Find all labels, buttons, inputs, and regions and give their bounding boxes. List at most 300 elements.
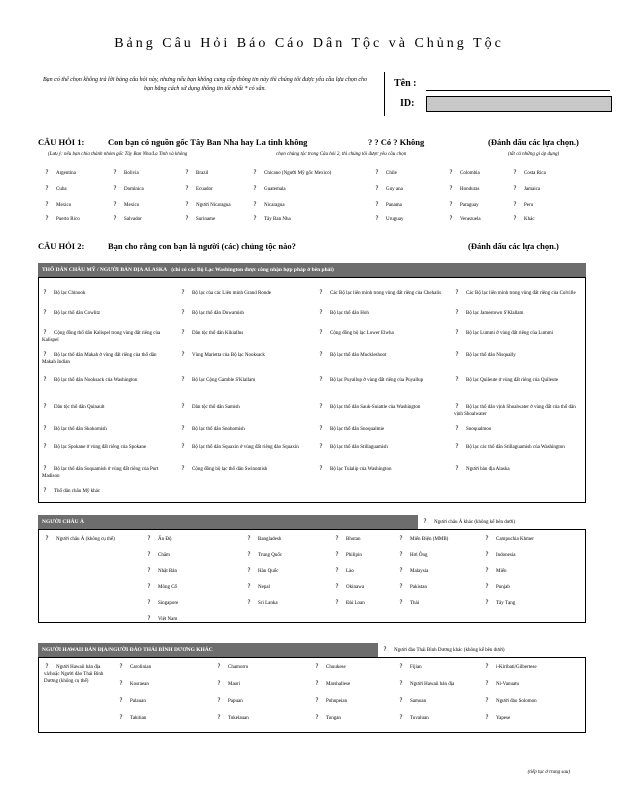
option-label: Dân tộc thổ dân Quinault — [54, 405, 105, 410]
checkbox-icon[interactable]: ? — [375, 215, 379, 222]
checkbox-icon[interactable]: ? — [113, 215, 117, 222]
checkbox-icon[interactable]: ? — [335, 583, 339, 590]
checkbox-icon[interactable]: ? — [513, 169, 517, 176]
checkbox-icon[interactable]: ? — [43, 376, 47, 383]
asian-option[interactable] — [484, 536, 568, 543]
asian-other-option[interactable]: ? Người châu Á khác (không kể bên dưới) — [423, 518, 516, 525]
checkbox-icon[interactable]: ? — [513, 215, 517, 222]
checkbox-icon[interactable]: ? — [147, 615, 151, 622]
q1-option[interactable] — [252, 216, 370, 223]
option-label: Hàn Quốc — [258, 569, 279, 574]
checkbox-icon[interactable]: ? — [119, 663, 123, 670]
checkbox-icon[interactable]: ? — [513, 185, 517, 192]
checkbox-icon[interactable]: ? — [247, 535, 251, 542]
option-label: Mexico — [56, 203, 72, 208]
checkbox-icon[interactable]: ? — [455, 309, 459, 316]
asian-option[interactable] — [484, 568, 568, 575]
option-label: Nepal — [258, 585, 270, 590]
asian-option[interactable] — [246, 584, 330, 591]
native-option[interactable] — [42, 426, 170, 433]
asian-unspecified-option[interactable]: ? Người châu Á (không cụ thể) — [45, 535, 115, 542]
native-option[interactable] — [180, 290, 308, 297]
hawaii-option[interactable] — [484, 715, 578, 722]
asian-option[interactable] — [484, 584, 568, 591]
checkbox-icon[interactable]: ? — [449, 215, 453, 222]
hawaii-header: NGƯỜI HAWAII BẢN ĐỊA/NGƯỜI ĐẢO THÁI BÌNH DƯƠNG KHÁC — [38, 643, 378, 657]
native-option[interactable] — [180, 444, 308, 451]
asian-option[interactable] — [398, 552, 482, 559]
asian-option[interactable] — [146, 616, 230, 623]
q1-option[interactable] — [252, 170, 370, 177]
q1-option[interactable] — [374, 170, 440, 177]
q1-option[interactable] — [512, 186, 578, 193]
q1-option[interactable] — [44, 170, 110, 177]
checkbox-icon[interactable]: ? — [181, 403, 185, 410]
native-option[interactable] — [42, 352, 170, 366]
name-field[interactable] — [426, 90, 610, 91]
option-label: Suriname — [196, 217, 216, 222]
option-label: Bộ lạc thổ dân Sauk-Suiattle của Washington — [330, 405, 421, 410]
checkbox-icon[interactable]: ? — [399, 583, 403, 590]
hawaii-option[interactable] — [216, 715, 310, 722]
hawaii-option[interactable] — [118, 698, 212, 705]
option-label: Tuvaluan — [410, 716, 429, 721]
checkbox-icon[interactable]: ? — [485, 680, 489, 687]
checkbox-icon[interactable]: ? — [455, 289, 459, 296]
native-option[interactable] — [42, 377, 170, 384]
hawaii-unspecified-option[interactable]: ? Người Hawaii bản địa và/hoặc Người đảo Thái Bình Dương (không cụ thể) — [44, 663, 104, 684]
q1-choices[interactable]: ? ? Có ? Không — [368, 137, 425, 147]
hawaii-option[interactable] — [398, 715, 492, 722]
native-option[interactable] — [318, 444, 446, 451]
native-option[interactable] — [454, 352, 582, 359]
checkbox-icon[interactable]: ? — [455, 329, 459, 336]
checkbox-icon[interactable]: ? — [319, 425, 323, 432]
option-label: Peru — [524, 203, 534, 208]
checkbox-icon[interactable]: ? — [119, 680, 123, 687]
option-label: Maori — [228, 682, 241, 687]
option-label: Bộ lạc thổ dân vịnh Shoalwater ở vùng đất của thổ dân vịnh Shoalwater — [454, 405, 576, 417]
checkbox-icon[interactable]: ? — [399, 567, 403, 574]
checkbox-icon[interactable]: ? — [119, 697, 123, 704]
native-option[interactable] — [42, 466, 170, 480]
native-option[interactable] — [180, 352, 308, 359]
checkbox-icon[interactable]: ? — [247, 567, 251, 574]
checkbox-icon[interactable]: ? — [455, 465, 459, 472]
checkbox-icon[interactable]: ? — [43, 351, 47, 358]
native-option[interactable] — [180, 426, 308, 433]
native-option[interactable] — [454, 377, 582, 384]
asian-option[interactable] — [484, 552, 568, 559]
option-label: Bộ lạc Tulalip của Washington — [330, 467, 392, 472]
native-option[interactable] — [454, 404, 582, 418]
option-label: Chamorro — [228, 665, 249, 670]
checkbox-icon[interactable]: ? — [217, 697, 221, 704]
hawaii-option[interactable] — [484, 681, 578, 688]
option-label: Tây Tạng — [496, 601, 516, 606]
q1-option[interactable] — [112, 202, 178, 209]
checkbox-icon[interactable]: ? — [147, 567, 151, 574]
checkbox-icon[interactable]: ? — [43, 403, 47, 410]
q1-option[interactable] — [374, 216, 440, 223]
native-option[interactable] — [454, 426, 582, 433]
checkbox-icon[interactable]: ? — [181, 443, 185, 450]
hawaii-option[interactable] — [216, 681, 310, 688]
id-field[interactable] — [426, 96, 612, 112]
option-label: Jamaica — [524, 187, 541, 192]
checkbox-icon[interactable]: ? — [335, 599, 339, 606]
asian-header: NGƯỜI CHÂU Á — [38, 515, 418, 529]
checkbox-icon[interactable]: ? — [43, 289, 47, 296]
q2-text: Bạn cho rằng con bạn là người (các) chủng tộc nào? — [108, 241, 296, 251]
asian-option[interactable] — [246, 552, 330, 559]
checkbox-icon[interactable]: ? — [45, 185, 49, 192]
checkbox-icon[interactable]: ? — [185, 201, 189, 208]
option-label: Argentina — [56, 171, 76, 176]
native-option[interactable] — [318, 377, 446, 384]
asian-option[interactable] — [146, 568, 230, 575]
q1-option[interactable] — [512, 170, 578, 177]
checkbox-icon[interactable]: ? — [247, 551, 251, 558]
asian-option[interactable] — [398, 536, 482, 543]
asian-option[interactable] — [398, 584, 482, 591]
native-option[interactable] — [454, 466, 582, 473]
checkbox-icon[interactable]: ? — [399, 599, 403, 606]
checkbox-icon[interactable]: ? — [45, 215, 49, 222]
checkbox-icon[interactable]: ? — [315, 714, 319, 721]
asian-option[interactable] — [146, 584, 230, 591]
name-label: Tên : — [394, 78, 417, 89]
checkbox-icon[interactable]: ? — [147, 535, 151, 542]
checkbox-icon[interactable]: ? — [113, 169, 117, 176]
native-option[interactable] — [318, 352, 446, 359]
checkbox-icon[interactable]: ? — [485, 697, 489, 704]
hawaii-option[interactable] — [484, 664, 578, 671]
checkbox-icon[interactable]: ? — [185, 169, 189, 176]
checkbox-icon[interactable]: ? — [399, 663, 403, 670]
option-label: Thổ dân châu Mỹ khác — [54, 489, 101, 494]
asian-panel — [38, 529, 586, 623]
checkbox-icon[interactable]: ? — [399, 680, 403, 687]
checkbox-icon[interactable]: ? — [147, 551, 151, 558]
native-option[interactable] — [42, 330, 170, 344]
hawaii-option[interactable] — [118, 681, 212, 688]
hawaii-option[interactable] — [484, 698, 578, 705]
option-label: Puerto Rico — [56, 217, 80, 222]
checkbox-icon[interactable]: ? — [335, 567, 339, 574]
checkbox-icon[interactable]: ? — [455, 403, 459, 410]
q1-option[interactable] — [252, 202, 370, 209]
option-label: Dominica — [124, 187, 144, 192]
q1-text: Con bạn có nguồn gốc Tây Ban Nha hay La tinh không — [108, 137, 308, 147]
q1-option[interactable] — [184, 202, 250, 209]
checkbox-icon[interactable]: ? — [181, 289, 185, 296]
checkbox-icon[interactable]: ? — [315, 680, 319, 687]
option-label: Nicaragua — [264, 203, 285, 208]
hawaii-option[interactable] — [314, 715, 408, 722]
checkbox-icon[interactable]: ? — [43, 309, 47, 316]
q1-option[interactable] — [448, 186, 514, 193]
option-label: Bộ lạc Spokane ở vùng đất riêng của Spokane — [54, 445, 147, 450]
option-label: Thái — [410, 601, 420, 606]
asian-option[interactable] — [246, 600, 330, 607]
q1-option[interactable] — [512, 202, 578, 209]
hawaii-option[interactable] — [314, 681, 408, 688]
native-option[interactable] — [180, 377, 308, 384]
hawaii-option[interactable] — [314, 664, 408, 671]
checkbox-icon[interactable]: ? — [217, 663, 221, 670]
option-label: Trung Quốc — [258, 553, 283, 558]
option-label: Costa Rica — [524, 171, 546, 176]
native-option[interactable] — [318, 310, 446, 317]
checkbox-icon[interactable]: ? — [485, 663, 489, 670]
checkbox-icon[interactable]: ? — [455, 443, 459, 450]
asian-option[interactable] — [398, 568, 482, 575]
option-label: Hơi Ông — [410, 553, 428, 558]
checkbox-icon[interactable]: ? — [43, 465, 47, 472]
native-option[interactable] — [42, 444, 170, 451]
option-label: Marshallese — [326, 682, 351, 687]
checkbox-icon[interactable]: ? — [315, 663, 319, 670]
checkbox-icon[interactable]: ? — [399, 535, 403, 542]
checkbox-icon[interactable]: ? — [375, 185, 379, 192]
native-header: THỔ DÂN CHÂU MỸ / NGƯỜI BẢN ĐỊA ALASKA (chỉ có các Bộ Lạc Washington được công nhận hợp pháp ở bên phải) — [38, 263, 586, 277]
checkbox-icon[interactable]: ? — [119, 714, 123, 721]
q1-option[interactable] — [448, 216, 514, 223]
checkbox-icon[interactable]: ? — [375, 169, 379, 176]
checkbox-icon[interactable]: ? — [247, 583, 251, 590]
checkbox-icon[interactable]: ? — [319, 351, 323, 358]
option-label: Vùng Marietta của Bộ lạc Nooksack — [192, 353, 265, 358]
checkbox-icon[interactable]: ? — [45, 169, 49, 176]
checkbox-icon[interactable]: ? — [43, 425, 47, 432]
checkbox-icon[interactable]: ? — [485, 567, 489, 574]
native-option[interactable] — [454, 290, 582, 297]
option-label: Cộng đồng thổ dân Kalispel trong vùng đất riêng của Kalispel — [42, 331, 161, 343]
option-label: Chicano (Người Mỹ gốc Mexico) — [264, 171, 332, 176]
hawaii-option[interactable] — [118, 715, 212, 722]
checkbox-icon[interactable]: ? — [485, 714, 489, 721]
native-option[interactable] — [42, 488, 170, 495]
q1-option[interactable] — [44, 186, 110, 193]
option-label: Papuan — [228, 699, 243, 704]
q2-instruction: (Đánh dấu các lựa chọn.) — [468, 241, 559, 251]
checkbox-icon[interactable]: ? — [319, 443, 323, 450]
checkbox-icon[interactable]: ? — [455, 351, 459, 358]
checkbox-icon[interactable]: ? — [185, 185, 189, 192]
option-label: Bộ lạc thổ dân Nooksack của Washington — [54, 378, 138, 383]
native-option[interactable] — [318, 330, 446, 337]
option-label: Người bản địa Alaska — [466, 467, 510, 472]
checkbox-icon[interactable]: ? — [449, 185, 453, 192]
option-label: Tongan — [326, 716, 341, 721]
option-label: Yapese — [496, 716, 511, 721]
checkbox-icon[interactable]: ? — [181, 376, 185, 383]
checkbox-icon[interactable]: ? — [485, 599, 489, 606]
asian-option[interactable] — [246, 536, 330, 543]
option-label: Fijian — [410, 665, 422, 670]
q1-option[interactable] — [184, 170, 250, 177]
native-option[interactable] — [180, 466, 308, 473]
checkbox-icon[interactable]: ? — [335, 535, 339, 542]
q1-option[interactable] — [112, 170, 178, 177]
option-label: Dân tộc thổ dân Kikiallus — [192, 331, 244, 336]
option-label: Chuukese — [326, 665, 346, 670]
native-option[interactable] — [318, 404, 446, 411]
checkbox-icon[interactable]: ? — [181, 425, 185, 432]
q1-option[interactable] — [374, 202, 440, 209]
checkbox-icon[interactable]: ? — [485, 583, 489, 590]
option-label: Chăm — [158, 553, 170, 558]
checkbox-icon[interactable]: ? — [253, 169, 257, 176]
checkbox-icon[interactable]: ? — [45, 201, 49, 208]
native-option[interactable] — [454, 310, 582, 317]
option-label: Nhật Bản — [158, 569, 178, 574]
option-label: Ấn Độ — [158, 537, 172, 542]
checkbox-icon[interactable]: ? — [185, 215, 189, 222]
native-option[interactable] — [42, 310, 170, 317]
checkbox-icon[interactable]: ? — [43, 443, 47, 450]
native-option[interactable] — [42, 290, 170, 297]
checkbox-icon[interactable]: ? — [399, 697, 403, 704]
option-label: Bộ lạc thổ dân Squaxin ở vùng đất riêng đảo Squaxin — [192, 445, 299, 450]
checkbox-icon[interactable]: ? — [485, 551, 489, 558]
native-header-note: (chỉ có các Bộ Lạc Washington được công nhận hợp pháp ở bên phải) — [171, 267, 334, 273]
checkbox-icon[interactable]: ? — [113, 201, 117, 208]
native-option[interactable] — [454, 330, 582, 337]
hawaii-option[interactable] — [398, 664, 492, 671]
q1-option[interactable] — [184, 216, 250, 223]
q1-option[interactable] — [374, 186, 440, 193]
hawaii-other-option[interactable]: ? Người đảo Thái Bình Dương khác (không kể bên dưới) — [383, 646, 505, 653]
checkbox-icon[interactable]: ? — [253, 185, 257, 192]
native-option[interactable] — [454, 444, 582, 451]
checkbox-icon[interactable]: ? — [43, 329, 47, 336]
q1-option[interactable] — [184, 186, 250, 193]
option-label: Panama — [386, 203, 402, 208]
q1-option[interactable] — [252, 186, 370, 193]
option-label: Bộ lạc thổ dân Hoh — [330, 311, 369, 316]
native-option[interactable] — [318, 466, 446, 473]
checkbox-icon[interactable]: ? — [399, 714, 403, 721]
checkbox-icon[interactable]: ? — [253, 215, 257, 222]
asian-option[interactable] — [146, 600, 230, 607]
option-label: Malaysia — [410, 569, 429, 574]
option-label: Honduras — [460, 187, 480, 192]
hawaii-option[interactable] — [216, 664, 310, 671]
checkbox-icon[interactable]: ? — [449, 169, 453, 176]
checkbox-icon[interactable]: ? — [319, 403, 323, 410]
option-label: Guatemala — [264, 187, 286, 192]
option-label: Bộ lạc thổ dân Stillaguamish — [330, 445, 388, 450]
checkbox-icon[interactable]: ? — [181, 465, 185, 472]
checkbox-icon[interactable]: ? — [217, 680, 221, 687]
checkbox-icon[interactable]: ? — [319, 465, 323, 472]
native-option[interactable] — [318, 290, 446, 297]
checkbox-icon[interactable]: ? — [319, 329, 323, 336]
hawaii-option[interactable] — [398, 681, 492, 688]
checkbox-icon[interactable]: ? — [335, 551, 339, 558]
option-label: Bộ lạc Puyallup ở vùng đất riêng của Puyallup — [330, 378, 424, 383]
checkbox-icon[interactable]: ? — [485, 535, 489, 542]
checkbox-icon[interactable]: ? — [513, 201, 517, 208]
option-label: Paraguay — [460, 203, 479, 208]
checkbox-icon[interactable]: ? — [399, 551, 403, 558]
q1-option[interactable] — [112, 216, 178, 223]
native-option[interactable] — [42, 404, 170, 411]
q1-option[interactable] — [44, 202, 110, 209]
hawaii-option[interactable] — [118, 664, 212, 671]
option-label: Okinawa — [346, 585, 365, 590]
checkbox-icon[interactable]: ? — [247, 599, 251, 606]
option-label: Người Nicaragua — [196, 203, 231, 208]
checkbox-icon[interactable]: ? — [375, 201, 379, 208]
option-label: Snoqualmoo — [466, 427, 492, 432]
checkbox-icon[interactable]: ? — [319, 309, 323, 316]
option-label: Bộ lạc thổ dân Nisqually — [466, 353, 516, 358]
checkbox-icon[interactable]: ? — [319, 289, 323, 296]
q1-note-right: (tất cả những gì áp dụng) — [508, 152, 560, 157]
asian-option[interactable] — [146, 536, 230, 543]
q1-label: CÂU HỎI 1: — [38, 137, 85, 147]
option-label: Chile — [386, 171, 397, 176]
option-label: Palauan — [130, 699, 146, 704]
checkbox-icon[interactable]: ? — [217, 714, 221, 721]
option-label: Bộ lạc thổ dân Cowlitz — [54, 311, 101, 316]
checkbox-icon[interactable]: ? — [315, 697, 319, 704]
hawaii-option[interactable] — [314, 698, 408, 705]
option-label: Bhutan — [346, 537, 361, 542]
native-option[interactable] — [180, 330, 308, 337]
checkbox-icon[interactable]: ? — [43, 487, 47, 494]
q1-option[interactable] — [448, 202, 514, 209]
checkbox-icon[interactable]: ? — [147, 599, 151, 606]
checkbox-icon[interactable]: ? — [147, 583, 151, 590]
option-label: Brazil — [196, 171, 209, 176]
native-option[interactable] — [318, 426, 446, 433]
checkbox-icon[interactable]: ? — [253, 201, 257, 208]
asian-option[interactable] — [146, 552, 230, 559]
option-label: Các Bộ lạc liên minh trong vùng đất riêng của Colville — [466, 291, 576, 296]
checkbox-icon[interactable]: ? — [181, 351, 185, 358]
checkbox-icon[interactable]: ? — [455, 425, 459, 432]
asian-option[interactable] — [484, 600, 568, 607]
checkbox-icon[interactable]: ? — [319, 376, 323, 383]
asian-option[interactable] — [246, 568, 330, 575]
q1-option[interactable] — [112, 186, 178, 193]
native-option[interactable] — [180, 404, 308, 411]
checkbox-icon[interactable]: ? — [181, 329, 185, 336]
option-label: Kosraean — [130, 682, 149, 687]
q1-option[interactable] — [512, 216, 578, 223]
checkbox-icon[interactable]: ? — [181, 309, 185, 316]
option-label: Bộ lạc thổ dân Makah ở vùng đất riêng của thổ dân Makah Indian — [42, 353, 157, 365]
option-label: Bộ lạc thổ dân Snohomish — [192, 427, 245, 432]
q1-option[interactable] — [448, 170, 514, 177]
checkbox-icon[interactable]: ? — [449, 201, 453, 208]
q1-option[interactable] — [44, 216, 110, 223]
checkbox-icon[interactable]: ? — [455, 376, 459, 383]
option-label: Mông Cổ — [158, 585, 178, 590]
hawaii-option[interactable] — [216, 698, 310, 705]
option-label: Venezuela — [460, 217, 481, 222]
asian-option[interactable] — [398, 600, 482, 607]
option-label: Bộ lạc các thổ dân Stillaguamish của Washington — [466, 445, 565, 450]
option-label: Indonesia — [496, 553, 516, 558]
hawaii-option[interactable] — [398, 698, 492, 705]
native-option[interactable] — [180, 310, 308, 317]
checkbox-icon[interactable]: ? — [113, 185, 117, 192]
